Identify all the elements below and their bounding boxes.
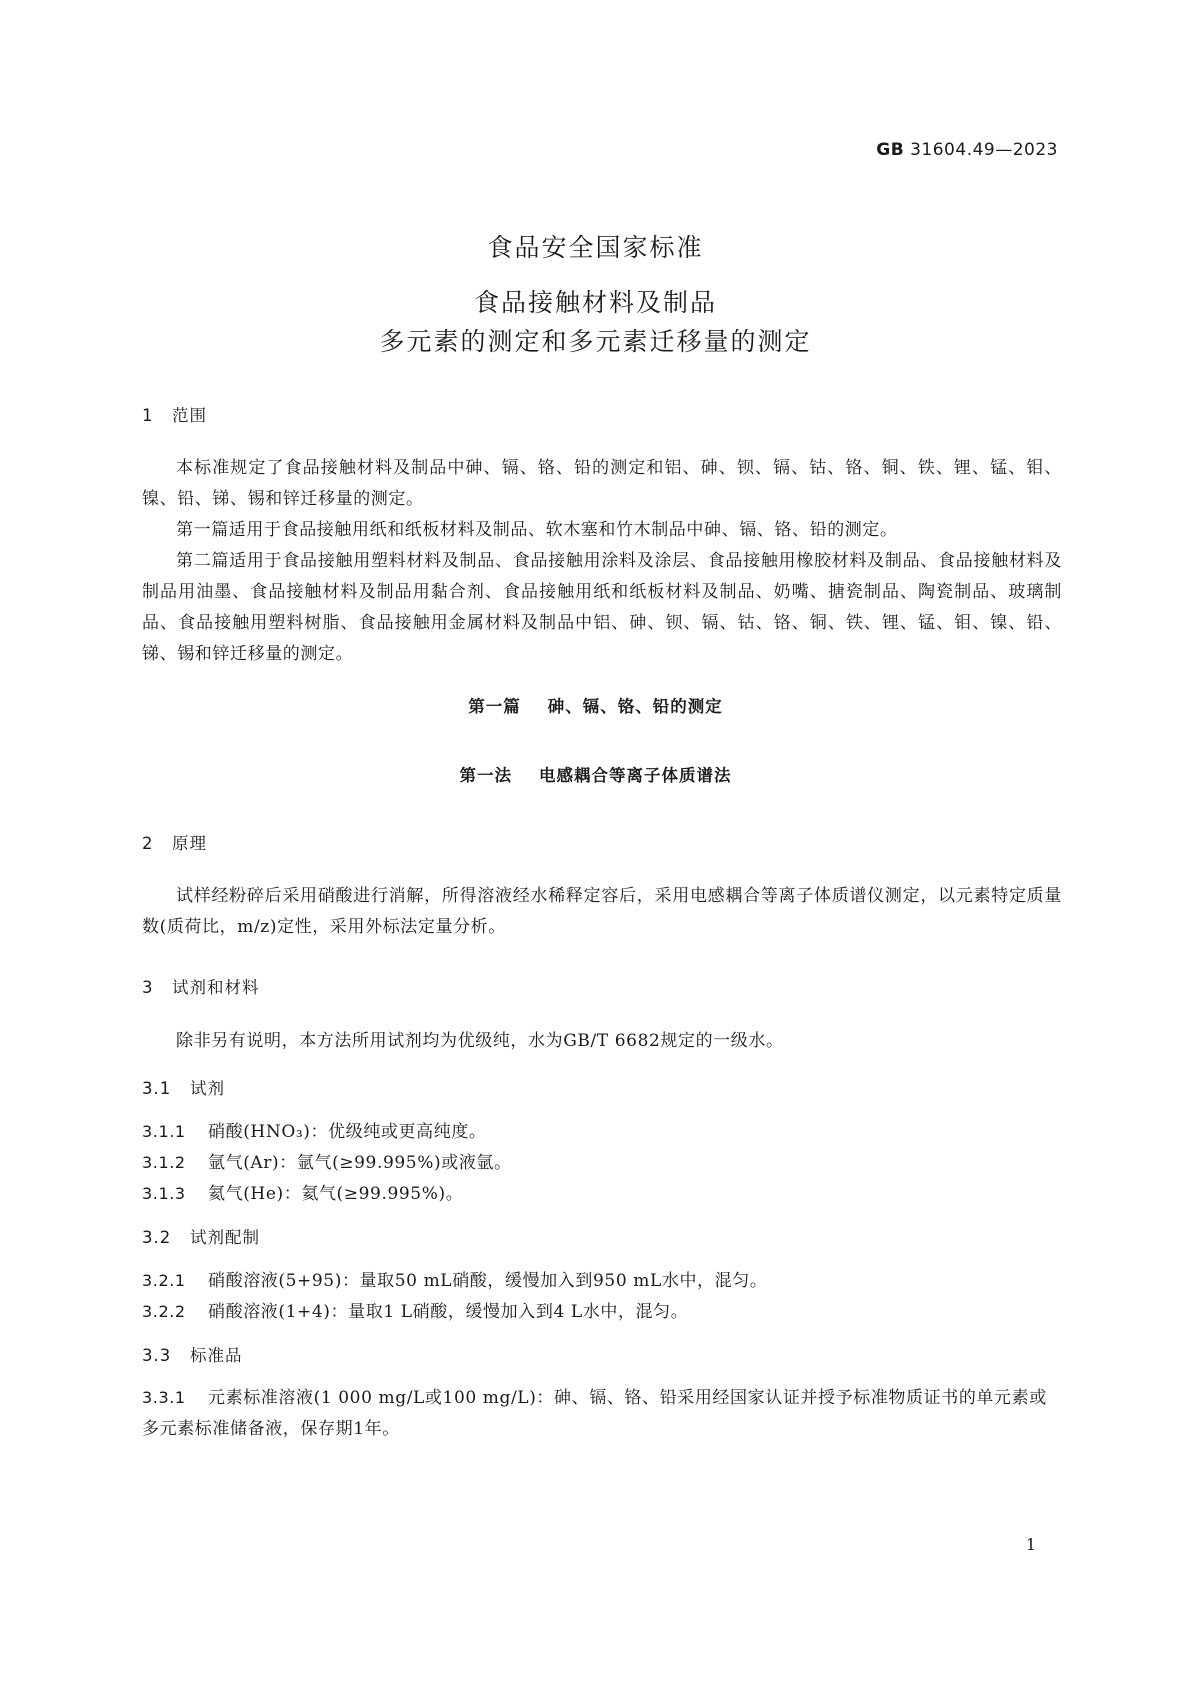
section-heading-reagents [142, 974, 260, 998]
clause-3-2-1 [142, 1265, 1062, 1297]
section-number: 2 [142, 834, 154, 853]
clause-text: 氩气(Ar)：氩气(≥99.995%)或液氩。 [208, 1153, 512, 1173]
clause-number: 3.1.1 [142, 1122, 186, 1141]
standard-code [876, 140, 1058, 160]
clause-3-1-2 [142, 1147, 1062, 1179]
subsection-heading-standards [142, 1342, 243, 1366]
subsection-title: 标准品 [190, 1346, 243, 1365]
clause-3-3-1 [142, 1382, 1062, 1445]
section-heading-principle [142, 830, 207, 854]
subsection-title: 试剂 [190, 1079, 225, 1098]
clause-text: 硝酸溶液(5+95)：量取50 mL硝酸，缓慢加入到950 mL水中，混匀。 [208, 1271, 768, 1291]
standard-prefix: GB [876, 140, 905, 160]
clause-number: 3.3.1 [142, 1388, 186, 1407]
clause-3-1-1 [142, 1116, 1062, 1148]
subsection-heading-reagent-preparation [142, 1224, 260, 1248]
document-title-line1: 食品安全国家标准 [487, 233, 704, 262]
section-number: 3 [142, 978, 154, 997]
method-label: 第一法 [459, 766, 512, 785]
clause-3-2-2 [142, 1296, 1062, 1328]
section-title: 范围 [172, 406, 207, 425]
section-heading-scope [142, 402, 207, 426]
reagents-paragraph: 除非另有说明，本方法所用试剂均为优级纯，水为GB/T 6682规定的一级水。 [176, 1031, 784, 1051]
clause-3-1-3 [142, 1178, 1062, 1210]
part-label: 第一篇 [468, 697, 521, 716]
page-number: 1 [1025, 1535, 1036, 1554]
standard-number: 31604.49—2023 [910, 140, 1058, 160]
document-title-line2: 食品接触材料及制品 [473, 288, 717, 317]
section-title: 原理 [172, 834, 207, 853]
principle-paragraph: 试样经粉碎后采用硝酸进行消解，所得溶液经水稀释定容后，采用电感耦合等离子体质谱仪测定，以元素特定质量数(质荷比，m/z)定性，采用外标法定量分析。 [142, 886, 1062, 937]
clause-number: 3.1.3 [142, 1184, 186, 1203]
clause-text: 氦气(He)：氦气(≥99.995%)。 [208, 1184, 464, 1204]
clause-text: 硝酸溶液(1+4)：量取1 L硝酸，缓慢加入到4 L水中，混匀。 [208, 1302, 689, 1322]
clause-number: 3.2.1 [142, 1271, 186, 1290]
document-title-line3: 多元素的测定和多元素迁移量的测定 [379, 327, 812, 356]
method-heading [0, 762, 1191, 786]
subsection-number: 3.3 [142, 1346, 172, 1365]
section-title: 试剂和材料 [172, 978, 260, 997]
method-title: 电感耦合等离子体质谱法 [538, 766, 732, 785]
clause-number: 3.2.2 [142, 1302, 186, 1321]
section-number: 1 [142, 406, 154, 425]
scope-paragraph-3: 第二篇适用于食品接触用塑料材料及制品、食品接触用涂料及涂层、食品接触用橡胶材料及制品、食品接触材料及制品用油墨、食品接触材料及制品用黏合剂、食品接触用纸和纸板材料及制品、奶嘴、搪瓷制品、陶瓷制品、玻璃制品、食品接触用塑料树脂、食品接触用金属材料及制品中铝、砷、钡、镉、钴、铬、铜、铁、锂、锰、钼、镍、铅、锑、锡和锌迁移量的测定。 [142, 551, 1062, 664]
part-heading [0, 693, 1191, 717]
part-title: 砷、镉、铬、铅的测定 [547, 697, 723, 716]
clause-text: 元素标准溶液(1 000 mg/L或100 mg/L)：砷、镉、铬、铅采用经国家认证并授予标准物质证书的单元素或多元素标准储备液，保存期1年。 [142, 1388, 1047, 1439]
scope-paragraph-1: 本标准规定了食品接触材料及制品中砷、镉、铬、铅的测定和铝、砷、钡、镉、钴、铬、铜、铁、锂、锰、钼、镍、铅、锑、锡和锌迁移量的测定。 [142, 458, 1062, 509]
clause-number: 3.1.2 [142, 1153, 186, 1172]
subsection-heading-reagents [142, 1075, 225, 1099]
subsection-number: 3.2 [142, 1228, 172, 1247]
subsection-number: 3.1 [142, 1079, 172, 1098]
clause-text: 硝酸(HNO₃)：优级纯或更高纯度。 [208, 1122, 487, 1142]
subsection-title: 试剂配制 [190, 1228, 260, 1247]
scope-paragraph-2: 第一篇适用于食品接触用纸和纸板材料及制品、软木塞和竹木制品中砷、镉、铬、铅的测定。 [176, 520, 898, 540]
